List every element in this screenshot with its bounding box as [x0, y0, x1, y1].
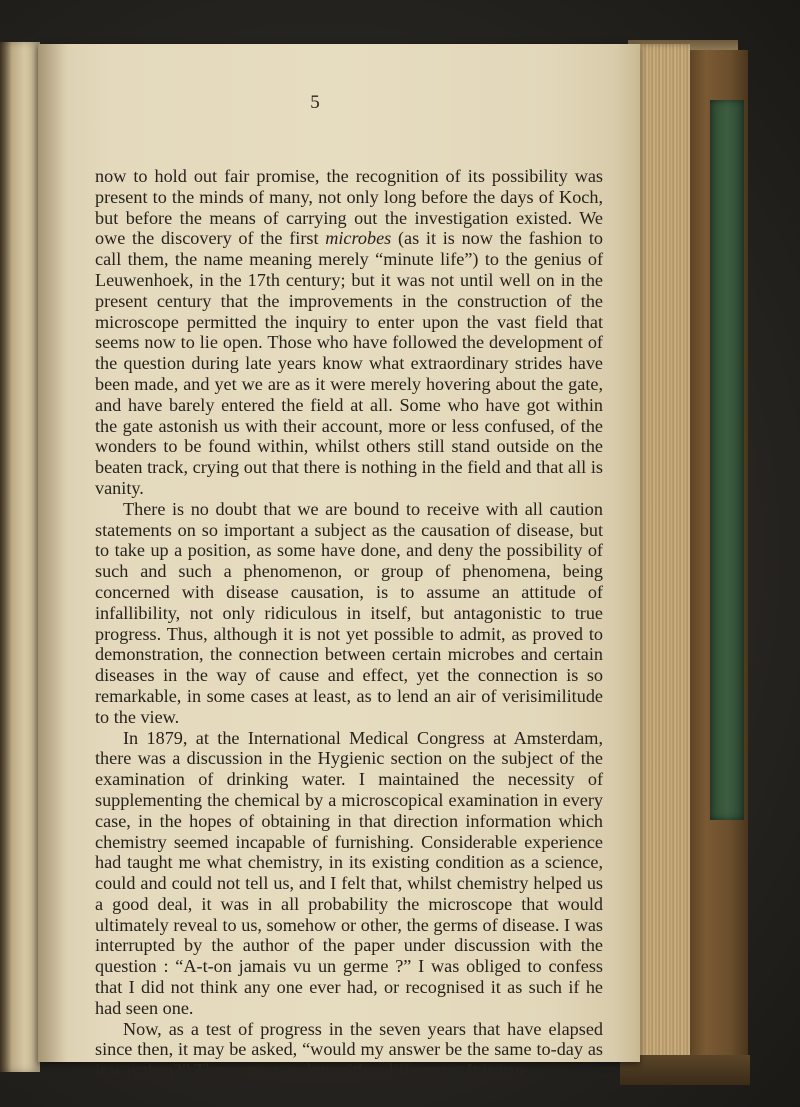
italic-term: microbes: [325, 228, 392, 249]
page-gutter-shadow: [38, 44, 68, 1062]
binding-shadow: [0, 42, 12, 1072]
text-run: now to hold out fair promise, the recognition of its possibility was present to the minds of many, not only long before the days of Koch, but before the means of carrying out the investigation existed. We owe the discovery of the first: [95, 166, 603, 249]
paragraph: [95, 1019, 603, 1081]
text-run: In 1879, at the International Medical Congress at Amsterdam, there was a discussion in the Hygienic section on the subject of the examination of drinking water. I maintained the necessity of supplementing the chemical by a microscopical examination in every case, in the hopes of obtaining in that direction information which chemistry seemed incapable of furnishing. Considerable experience had taught me what chemistry, in its existing condition as a science, could and could not tell us, and I felt that, whilst chemistry helped us a good deal, it was in all probability the microscope that would ultimately reveal to us, somehow or other, the germs of disease. I was interrupted by the author of the paper under discussion with the question : “A-t-on jamais vu un germe ?” I was obliged to confess that I did not think any one ever had, or recognised it as such if he had seen one.: [95, 727, 603, 1018]
paragraph: [95, 166, 603, 499]
paragraph: [95, 728, 603, 1019]
text-run: (as it is now the fashion to call them, the name meaning merely “minute life”) to the genius of Leuwenhoek, in the 17th century; but it was not until well on in the present century that the improvements in the construction of the microscope permitted the inquiry to enter upon the vast field that seems now to lie open. Those who have followed the development of the question during late years know what extraordinary strides have been made, and yet we are as it were merely hovering about the gate, and have barely entered the field at all. Some who have got within the gate astonish us with their account, more or less confused, of the wonders to be found within, whilst others still stand outside on the beaten track, crying out that there is nothing in the field and that all is vanity.: [95, 228, 603, 498]
text-run: There is no doubt that we are bound to receive with all caution statements on so important a subject as the causation of disease, but to take up a position, as some have done, and deny the possibility of such and such a phenomenon, or group of phenomena, being concerned with disease causation, is to assume an attitude of infallibility, not only ridiculous in itself, but antagonistic to true progress. Thus, although it is not yet possible to admit, as proved to demonstration, the connection between certain microbes and certain diseases in the way of cause and effect, yet the connection is so remarkable, in some cases at least, as to lend an air of verisimilitude to the view.: [95, 498, 603, 727]
text-run: Now, as a test of progress in the seven years that have elapsed since then, it may be asked, “would my answer be the same to-day as it was then?” The same, yes, but with a difference. It is true: [95, 1018, 603, 1081]
cover-cloth: [710, 100, 744, 820]
page-number: 5: [310, 92, 320, 113]
paragraph: [95, 499, 603, 728]
body-text: [95, 166, 603, 1081]
